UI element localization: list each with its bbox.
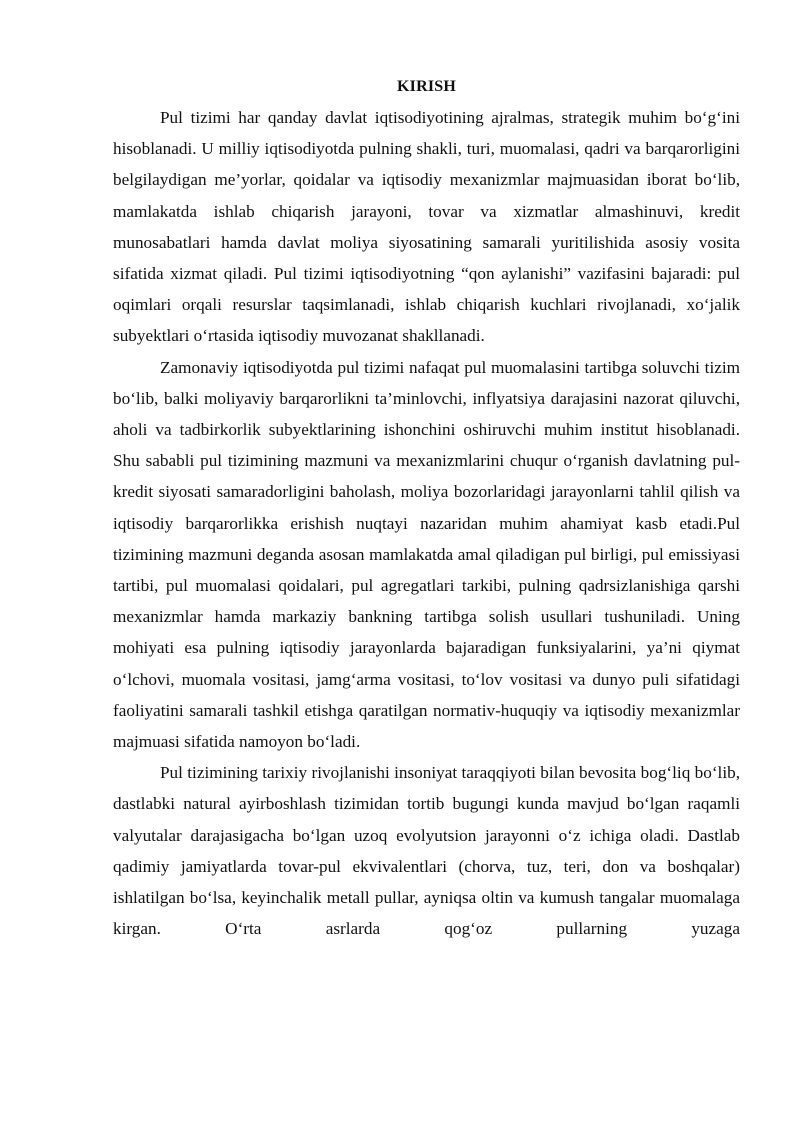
- paragraph-2: Zamonaviy iqtisodiyotda pul tizimi nafaqat pul muomalasini tartibga soluvchi tizim bo‘lib, balki moliyaviy barqarorlikni ta’minlovchi, inflyatsiya darajasini nazorat qiluvchi, aholi va tadbirkorlik subyektlarining ishonchini oshiruvchi muhim institut hisoblanadi. Shu sababli pul tizimining mazmuni va mexanizmlarini chuqur o‘rganish davlatning pul-kredit siyosati samaradorligini baholash, moliya bozorlaridagi jarayonlarni tahlil qilish va iqtisodiy barqarorlikka erishish nuqtayi nazaridan muhim ahamiyat kasb etadi.Pul tizimining mazmuni deganda asosan mamlakatda amal qiladigan pul birligi, pul emissiyasi tartibi, pul muomalasi qoidalari, pul agregatlari tarkibi, pulning qadrsizlanishiga qarshi mexanizmlar hamda markaziy bankning tartibga solish usullari tushuniladi. Uning mohiyati esa pulning iqtisodiy jarayonlarda bajaradigan funksiyalarini, ya’ni qiymat o‘lchovi, muomala vositasi, jamg‘arma vositasi, to‘lov vositasi va dunyo puli sifatidagi faoliyatini samarali tashkil etishga qaratilgan normativ-huquqiy va iqtisodiy mexanizmlar majmuasi sifatida namoyon bo‘ladi.: [113, 357, 740, 752]
- paragraph-1: Pul tizimi har qanday davlat iqtisodiyotining ajralmas, strategik muhim bo‘g‘ini hisoblanadi. U milliy iqtisodiyotda pulning shakli, turi, muomalasi, qadri va barqarorligini belgilaydigan me’yorlar, qoidalar va iqtisodiy mexanizmlar majmuasidan iborat bo‘lib, mamlakatda ishlab chiqarish jarayoni, tovar va xizmatlar almashinuvi, kredit munosabatlari hamda davlat moliya siyosatining samarali yuritilishida asosiy vosita sifatida xizmat qiladi. Pul tizimi iqtisodiyotning “qon aylanishi” vazifasini bajaradi: pul oqimlari orqali resurslar taqsimlanadi, ishlab chiqarish kuchlari rivojlanadi, xo‘jalik subyektlari o‘rtasida iqtisodiy muvozanat shakllanadi.: [113, 108, 740, 346]
- paragraph-3: Pul tizimining tarixiy rivojlanishi insoniyat taraqqiyoti bilan bevosita bog‘liq bo‘lib, dastlabki natural ayirboshlash tizimidan tortib bugungi kunda mavjud bo‘lgan raqamli valyutalar darajasigacha bo‘lgan uzoq evolyutsion jarayonni o‘z ichiga oladi. Dastlab qadimiy jamiyatlarda tovar-pul ekvivalentlari (chorva, tuz, teri, don va boshqalar) ishlatilgan bo‘lsa, keyinchalik metall pullar, ayniqsa oltin va kumush tangalar muomalaga kirgan. O‘rta asrlarda qog‘oz pullarning yuzaga: [113, 763, 740, 939]
- document-page: [113, 72, 740, 944]
- document-title: KIRISH: [397, 78, 456, 95]
